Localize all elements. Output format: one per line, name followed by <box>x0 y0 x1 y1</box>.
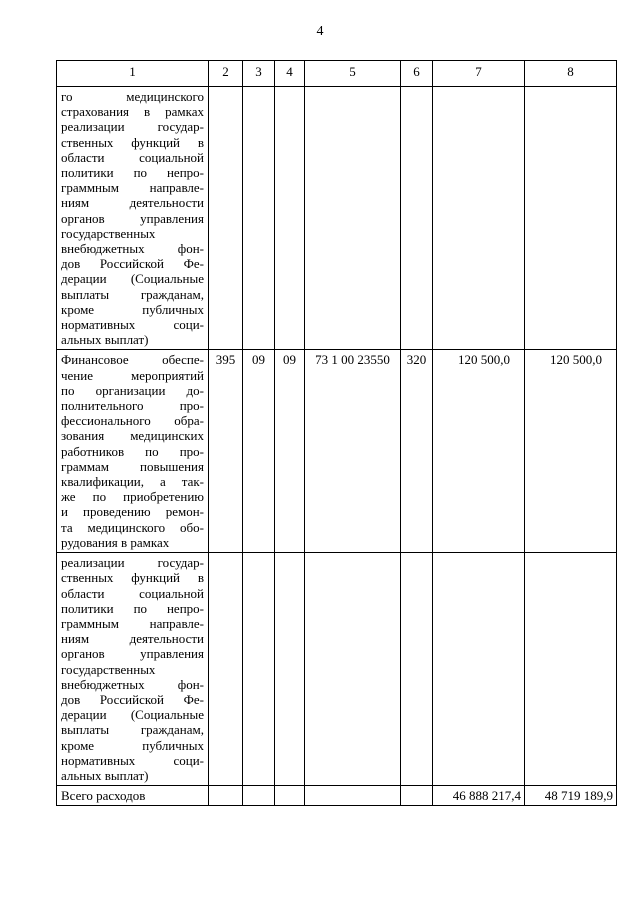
expense-name-cell <box>57 350 209 553</box>
name-line: политики по непро- <box>61 165 204 181</box>
name-line: дерации (Социальные <box>61 271 204 287</box>
name-line: выплаты гражданам, <box>61 286 204 302</box>
name-line: та медицинского обо- <box>61 519 204 535</box>
name-line: по организации до- <box>61 382 204 398</box>
name-line: фессионального обра- <box>61 413 204 429</box>
subsection-code-cell: 09 <box>275 350 305 553</box>
name-line: же по приобретению <box>61 489 204 505</box>
name-line: ниям деятельности <box>61 631 204 647</box>
header-cell: 2 <box>209 61 243 87</box>
subsection-code-cell <box>275 786 305 806</box>
target-article-cell <box>305 786 401 806</box>
table-row <box>57 553 617 786</box>
expense-name-cell <box>57 87 209 350</box>
section-code-cell <box>243 87 275 350</box>
ministry-code-cell <box>209 87 243 350</box>
name-line: реализации государ- <box>61 119 204 135</box>
name-line: реализации государ- <box>61 555 204 571</box>
ministry-code-cell <box>209 786 243 806</box>
name-line: выплаты гражданам, <box>61 722 204 738</box>
total-year2-cell: 48 719 189,9 <box>525 786 617 806</box>
section-code-cell <box>243 786 275 806</box>
amount-year1-cell <box>433 87 525 350</box>
name-line: кроме публичных <box>61 301 204 317</box>
name-line: рудования в рамках <box>61 534 170 550</box>
expense-type-cell: 320 <box>401 350 433 553</box>
target-article-cell <box>305 87 401 350</box>
ministry-code-cell: 395 <box>209 350 243 553</box>
name-line: и проведению ремон- <box>61 504 204 520</box>
name-line: граммам повышения <box>61 458 204 474</box>
name-line: дерации (Социальные <box>61 707 204 723</box>
expense-name-cell <box>57 553 209 786</box>
name-line: области социальной <box>61 149 204 165</box>
name-line: Финансовое обеспе- <box>61 352 204 368</box>
name-line: граммным направле- <box>61 180 204 196</box>
name-line: го медицинского <box>61 89 204 104</box>
amount-year2-cell <box>525 87 617 350</box>
expense-type-cell <box>401 87 433 350</box>
name-line: ниям деятельности <box>61 195 204 211</box>
name-line: органов управления <box>61 210 204 226</box>
header-cell: 7 <box>433 61 525 87</box>
name-line: полнительного про- <box>61 398 204 414</box>
subsection-code-cell <box>275 87 305 350</box>
name-line: страхования в рамках <box>61 104 204 120</box>
header-cell: 4 <box>275 61 305 87</box>
section-code-cell: 09 <box>243 350 275 553</box>
header-cell: 6 <box>401 61 433 87</box>
total-year1-cell: 46 888 217,4 <box>433 786 525 806</box>
name-line: Всего расходов <box>61 788 146 804</box>
expense-type-cell <box>401 786 433 806</box>
name-line: внебюджетных фон- <box>61 676 204 692</box>
header-cell: 5 <box>305 61 401 87</box>
name-line: кроме публичных <box>61 737 204 753</box>
name-line: квалификации, а так- <box>61 474 204 490</box>
header-cell: 8 <box>525 61 617 87</box>
amount-year1-cell: 120 500,0 <box>433 350 525 553</box>
name-line: альных выплат) <box>61 332 149 348</box>
name-line: дов Российской Фе- <box>61 256 204 272</box>
name-line: дов Российской Фе- <box>61 691 204 707</box>
name-line: граммным направле- <box>61 615 204 631</box>
name-line: зования медицинских <box>61 428 204 444</box>
header-cell: 3 <box>243 61 275 87</box>
table-header-row <box>57 61 617 87</box>
expense-name-cell <box>57 786 209 806</box>
name-line: нормативных соци- <box>61 752 204 768</box>
name-line: ственных функций в <box>61 134 204 150</box>
amount-year2-cell: 120 500,0 <box>525 350 617 553</box>
name-line: государственных <box>61 661 156 677</box>
table-row <box>57 87 617 350</box>
header-cell: 1 <box>57 61 209 87</box>
name-line: области социальной <box>61 585 204 601</box>
name-line: работников по про- <box>61 443 204 459</box>
table-row <box>57 350 617 553</box>
target-article-cell <box>305 553 401 786</box>
amount-year2-cell <box>525 553 617 786</box>
table-total-row <box>57 786 617 806</box>
expense-type-cell <box>401 553 433 786</box>
section-code-cell <box>243 553 275 786</box>
name-line: органов управления <box>61 646 204 662</box>
name-line: внебюджетных фон- <box>61 241 204 257</box>
name-line: политики по непро- <box>61 600 204 616</box>
target-article-cell: 73 1 00 23550 <box>305 350 401 553</box>
subsection-code-cell <box>275 553 305 786</box>
name-line: государственных <box>61 225 156 241</box>
name-line: ственных функций в <box>61 570 204 586</box>
budget-table <box>56 60 617 806</box>
page-number: 4 <box>316 24 324 39</box>
name-line: альных выплат) <box>61 767 149 783</box>
name-line: чение мероприятий <box>61 367 204 383</box>
name-line: нормативных соци- <box>61 317 204 333</box>
ministry-code-cell <box>209 553 243 786</box>
amount-year1-cell <box>433 553 525 786</box>
